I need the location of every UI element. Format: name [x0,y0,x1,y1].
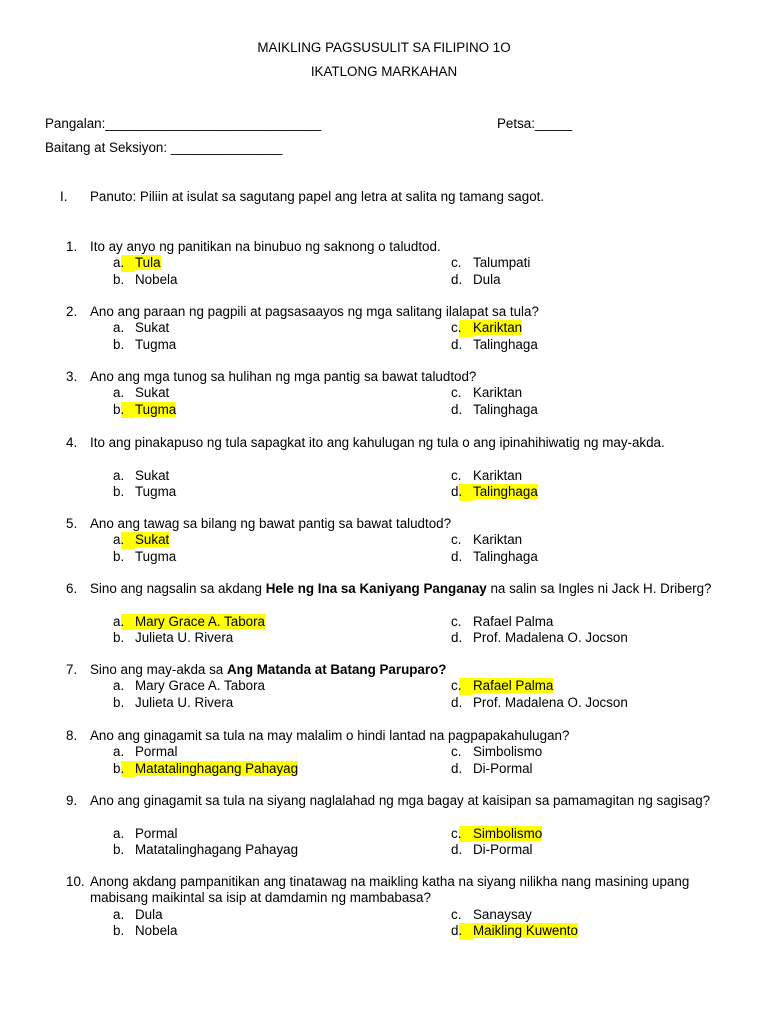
option-text: Julieta U. Rivera [135,694,234,710]
option-a[interactable] [113,320,169,336]
option-c[interactable] [451,532,522,548]
option-a[interactable] [113,826,177,842]
option-c[interactable] [451,907,532,923]
option-c[interactable] [451,320,522,336]
option-d[interactable] [451,695,628,711]
question-text-pre: Sino ang nagsalin sa akdang [90,581,266,596]
document-title: MAIKLING PAGSUSULIT SA FILIPINO 1O [257,40,511,55]
question-text: Ano ang tawag sa bilang ng bawat pantig sa bawat taludtod? [90,516,452,531]
option-letter: c. [451,385,462,401]
option-b[interactable] [113,923,177,939]
option-letter: d. [451,760,463,776]
question-number: 6. [66,581,78,596]
question-text: Ito ay anyo ng panitikan na binubuo ng saknong o taludtod. [90,239,441,254]
option-d[interactable] [451,842,533,858]
option-b[interactable] [113,549,176,565]
option-text: Nobela [135,271,178,287]
option-letter: c. [451,826,473,842]
option-text: Di-Pormal [473,842,533,858]
question-number: 5. [66,516,78,531]
option-text: Tugma [135,401,177,417]
option-text: Sukat [135,320,170,336]
question-text-post: na salin sa Ingles ni Jack H. Driberg? [486,581,712,596]
option-letter: d. [451,630,463,646]
option-letter: d. [451,336,463,352]
question-text: Ano ang ginagamit sa tula na siyang naglalahad ng mga bagay at kaisipan sa pamamagitan ng sagisag? [90,793,711,808]
option-text: Matatalinghagang Pahayag [135,842,299,858]
question-text: Ano ang ginagamit sa tula na may malalim o hindi lantad na pagpapakahulugan? [90,728,570,743]
option-text: Sukat [135,532,170,548]
option-letter: b. [113,923,125,939]
option-a[interactable] [113,468,169,484]
question-text-bold-title: Ang Matanda at Batang Paruparo? [226,662,447,677]
option-letter: c. [451,744,462,760]
option-text: Pormal [135,744,178,760]
option-text: Prof. Madalena O. Jocson [473,694,628,710]
option-letter: b. [113,630,125,646]
option-text: Maikling Kuwento [473,923,578,939]
question-text: Ano ang mga tunog sa hulihan ng mga pantig sa bawat taludtod? [90,369,477,384]
option-letter: c. [451,255,462,271]
option-text: Mary Grace A. Tabora [135,613,265,629]
option-d[interactable] [451,402,538,418]
option-b[interactable] [113,484,176,500]
option-c[interactable] [451,826,542,842]
question-text [90,581,725,597]
option-d[interactable] [451,337,538,353]
option-d[interactable] [451,549,538,565]
option-letter: b. [113,402,135,418]
option-text: Prof. Madalena O. Jocson [473,630,628,646]
option-a[interactable] [113,614,265,630]
question-number: 8. [66,728,78,743]
name-field: Pangalan:_____________________________ [45,116,322,131]
option-text: Julieta U. Rivera [135,630,234,646]
option-a[interactable] [113,532,169,548]
option-text: Kariktan [473,532,523,548]
option-b[interactable] [113,695,233,711]
option-c[interactable] [451,385,522,401]
option-letter: a. [113,825,125,841]
option-c[interactable] [451,468,522,484]
option-letter: c. [451,320,473,336]
option-letter: c. [451,532,462,548]
option-b[interactable] [113,761,298,777]
option-letter: a. [113,906,125,922]
option-letter: a. [113,532,135,548]
option-letter: c. [451,906,462,922]
option-a[interactable] [113,255,161,271]
option-text: Talinghaga [473,484,538,500]
option-text: Sukat [135,385,170,401]
option-letter: a. [113,467,125,483]
option-letter: a. [113,678,125,694]
question-text: Ano ang paraan ng pagpili at pagsasaayos ng mga salitang ilalapat sa tula? [90,304,539,319]
option-letter: d. [451,548,463,564]
option-c[interactable] [451,614,553,630]
instructions-number: I. [60,189,68,204]
option-text: Simbolismo [473,825,543,841]
option-text: Talinghaga [473,548,538,564]
question-number: 2. [66,304,78,319]
option-letter: d. [451,842,463,858]
option-text: Matatalinghagang Pahayag [135,760,299,776]
question-number: 3. [66,369,78,384]
option-b[interactable] [113,842,298,858]
document-subtitle: IKATLONG MARKAHAN [310,64,458,79]
option-text: Dula [135,906,163,922]
option-b[interactable] [113,402,176,418]
option-c[interactable] [451,744,542,760]
option-text: Rafael Palma [473,678,554,694]
question-number: 7. [66,662,78,677]
option-letter: d. [451,271,463,287]
option-text: Tula [135,255,161,271]
option-text: Pormal [135,825,178,841]
option-text: Talinghaga [473,336,538,352]
question-number: 4. [66,435,78,450]
option-letter: b. [113,336,125,352]
option-letter: b. [113,548,125,564]
option-text: Mary Grace A. Tabora [135,678,265,694]
option-letter: b. [113,694,125,710]
option-text: Simbolismo [473,744,543,760]
option-d[interactable] [451,923,578,939]
option-d[interactable] [451,484,538,500]
option-letter: d. [451,694,463,710]
option-letter: a. [113,744,125,760]
option-b[interactable] [113,630,233,646]
option-letter: c. [451,678,473,694]
option-text: Tugma [135,336,177,352]
date-field: Petsa:_____ [497,116,573,131]
option-a[interactable] [113,744,177,760]
option-b[interactable] [113,272,177,288]
option-d[interactable] [451,630,628,646]
option-text: Sukat [135,467,170,483]
option-letter: b. [113,761,135,777]
option-d[interactable] [451,761,533,777]
option-letter: d. [451,401,463,417]
option-d[interactable] [451,272,501,288]
question-text: Anong akdang pampanitikan ang tinatawag na maikling katha na siyang nilikha nang masining upang mabisang maikintal sa isip at damdamin ng mambabasa? [90,874,690,906]
option-text: Rafael Palma [473,613,554,629]
option-text: Di-Pormal [473,760,533,776]
option-letter: c. [451,467,462,483]
option-c[interactable] [451,678,553,694]
option-text: Kariktan [473,320,523,336]
option-a[interactable] [113,385,169,401]
option-text: Nobela [135,923,178,939]
question-number: 1. [66,239,78,254]
option-text: Talinghaga [473,401,538,417]
option-letter: c. [451,613,462,629]
option-text: Dula [473,271,501,287]
instructions-text: Panuto: Piliin at isulat sa sagutang papel ang letra at salita ng tamang sagot. [90,189,545,204]
option-letter: d. [451,484,473,500]
option-text: Tugma [135,548,177,564]
question-text-bold-title: Hele ng Ina sa Kaniyang Panganay [265,581,487,596]
option-letter: d. [451,923,473,939]
question-text-pre: Sino ang may-akda sa [90,662,227,677]
option-letter: a. [113,385,125,401]
option-text: Tugma [135,484,177,500]
option-a[interactable] [113,678,265,694]
option-text: Talumpati [473,255,531,271]
option-letter: b. [113,842,125,858]
question-text [90,662,725,678]
option-letter: a. [113,614,135,630]
option-letter: a. [113,255,135,271]
section-field: Baitang at Seksiyon: _______________ [45,140,283,155]
option-letter: b. [113,484,125,500]
question-text: Ito ang pinakapuso ng tula sapagkat ito ang kahulugan ng tula o ang ipinahihiwatig ng may-akda. [90,435,665,450]
question-number: 10. [66,874,85,889]
option-letter: a. [113,320,125,336]
option-text: Sanaysay [473,906,532,922]
option-a[interactable] [113,907,163,923]
question-number: 9. [66,793,78,808]
option-letter: b. [113,271,125,287]
option-b[interactable] [113,337,176,353]
option-text: Kariktan [473,467,523,483]
option-text: Kariktan [473,385,523,401]
option-c[interactable] [451,255,530,271]
